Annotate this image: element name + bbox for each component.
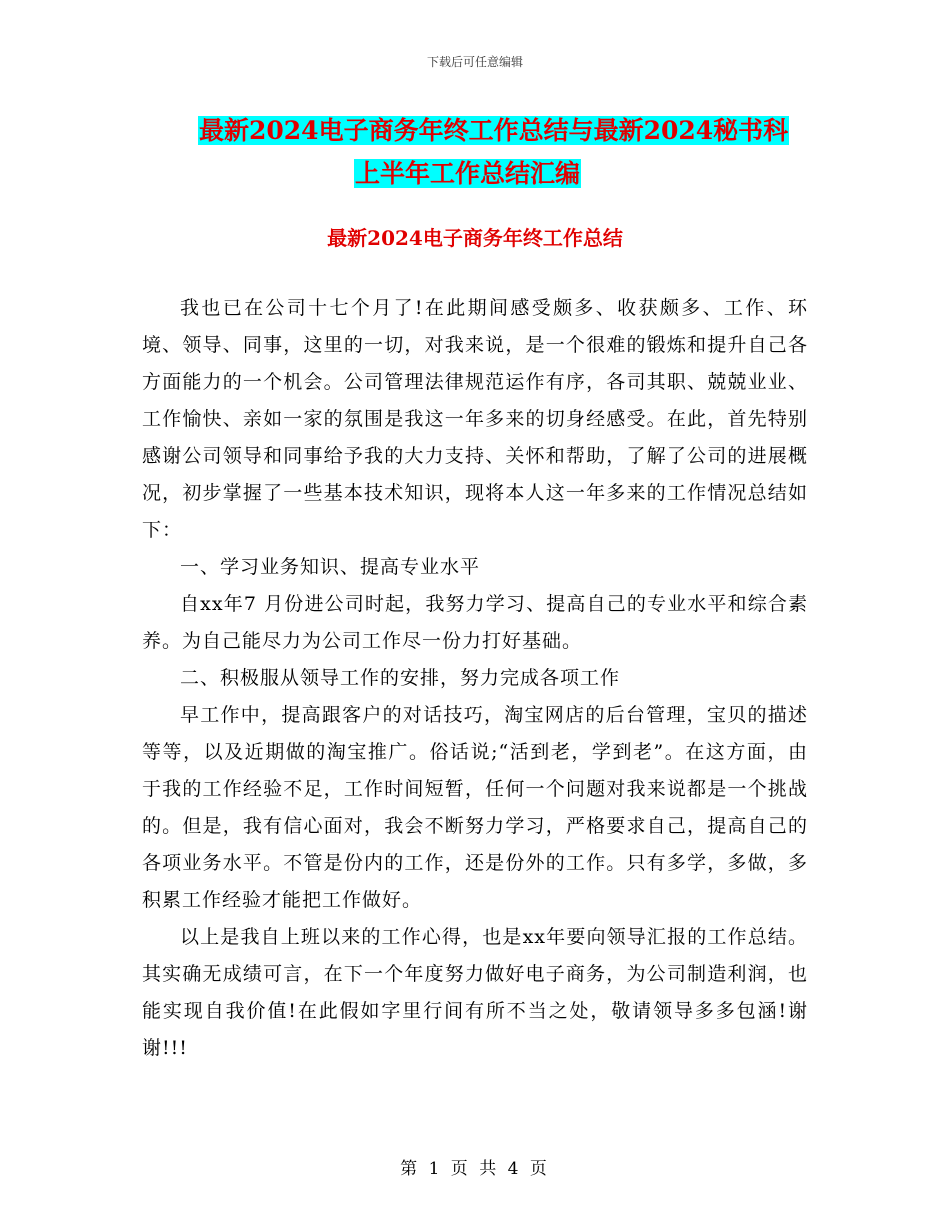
paragraph: 早工作中，提高跟客户的对话技巧，淘宝网店的后台管理，宝贝的描述等等，以及近期做的淘宝推广。俗话说;“活到老，学到老”。在这方面，由于我的工作经验不足，工作时间短暂，任何一个问题对我来说都是一个挑战的。但是，我有信心面对，我会不断努力学习，严格要求自己，提高自己的各项业务水平。不管是份内的工作，还是份外的工作。只有多学，多做，多积累工作经验才能把工作做好。 <box>142 704 808 911</box>
paragraph: 以上是我自上班以来的工作心得，也是xx年要向领导汇报的工作总结。其实确无成绩可言，在下一个年度努力做好电子商务，为公司制造利润，也能实现自我价值!在此假如字里行间有所不当之处，敬请领导多多包涵!谢谢!!! <box>142 926 808 1059</box>
section-title: 最新2024电子商务年终工作总结 <box>327 226 623 250</box>
document-title-line-2: 上半年工作总结汇编 <box>355 159 581 188</box>
page-number-footer: 第 1 页 共 4 页 <box>400 1159 550 1179</box>
paragraph: 自xx年7 月份进公司时起，我努力学习、提高自己的专业水平和综合素养。为自己能尽力为公司工作尽一份力打好基础。 <box>142 593 808 652</box>
header-note: 下载后可任意编辑 <box>426 55 523 69</box>
document-body <box>142 290 808 1067</box>
paragraph: 我也已在公司十七个月了!在此期间感受颇多、收获颇多、工作、环境、领导、同事，这里的一切，对我来说，是一个很难的锻炼和提升自己各方面能力的一个机会。公司管理法律规范运作有序，各司其职、兢兢业业、工作愉快、亲如一家的氛围是我这一年多来的切身经感受。在此，首先特别感谢公司领导和同事给予我的大力支持、关怀和帮助，了解了公司的进展概况，初步掌握了一些基本技术知识，现将本人这一年多来的工作情况总结如下： <box>142 297 808 541</box>
heading-item-1: 一、学习业务知识、提高专业水平 <box>180 556 481 578</box>
heading-item-2: 二、积极服从领导工作的安排，努力完成各项工作 <box>180 667 621 689</box>
document-title-line-1: 最新2024电子商务年终工作总结与最新2024秘书科 <box>199 116 789 145</box>
